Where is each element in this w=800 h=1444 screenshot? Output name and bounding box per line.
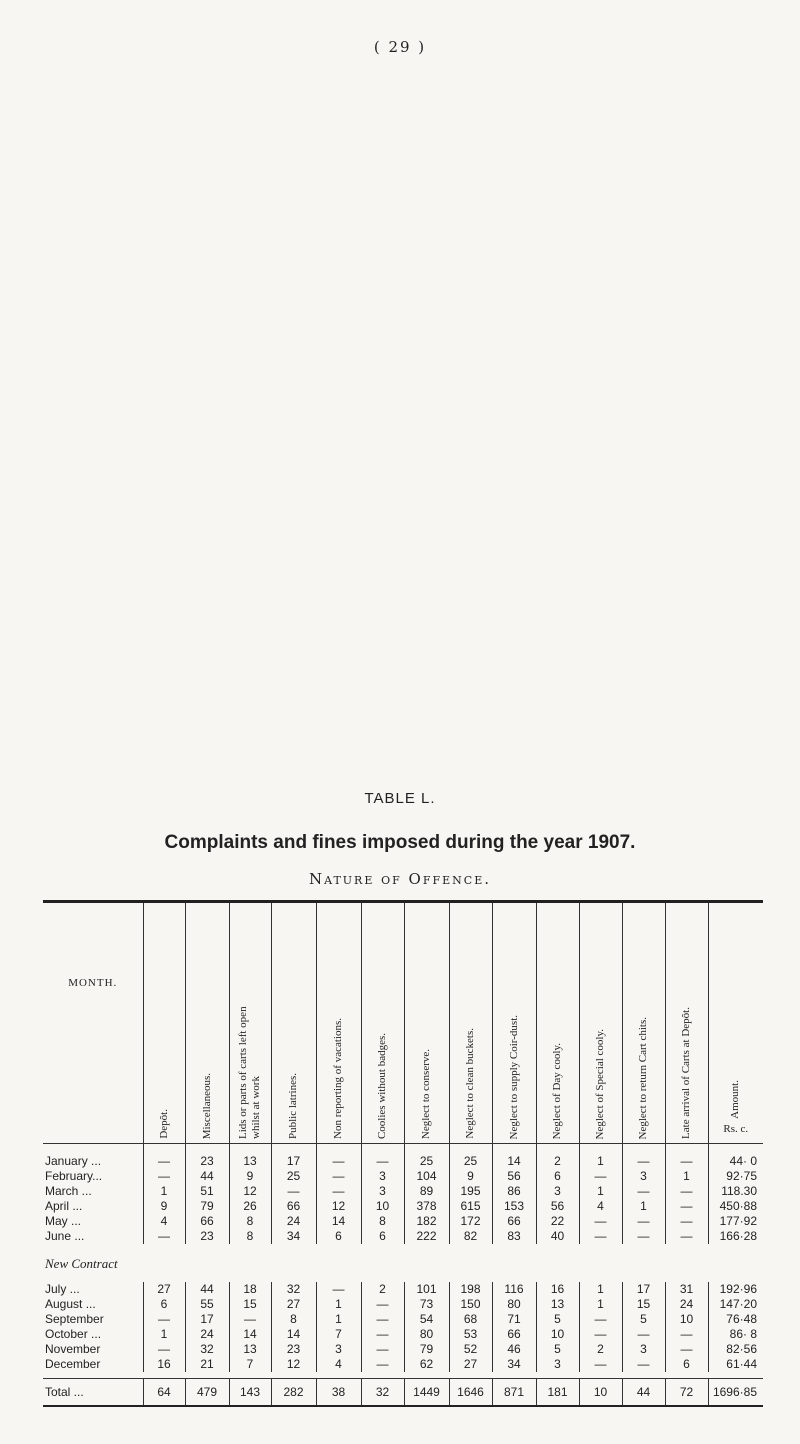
column-header-non-reporting: Non reporting of vacations.: [316, 902, 361, 1144]
section-row: [43, 1244, 763, 1282]
count-cell: 12: [229, 1184, 271, 1199]
count-cell: 6: [316, 1229, 361, 1244]
count-cell: —: [579, 1327, 622, 1342]
count-cell: 116: [492, 1282, 536, 1297]
count-cell: —: [316, 1282, 361, 1297]
count-cell: 150: [449, 1297, 492, 1312]
count-cell: 181: [536, 1379, 579, 1407]
fines-table: [43, 900, 763, 1407]
column-header-neglect-coir-dust: Neglect to supply Coir-dust.: [492, 902, 536, 1144]
table-row: [43, 1214, 763, 1229]
count-cell: —: [361, 1342, 404, 1357]
month-cell: April ...: [45, 1199, 83, 1213]
count-cell: 16: [536, 1282, 579, 1297]
month-cell: October ...: [45, 1327, 102, 1341]
count-cell: 17: [185, 1312, 229, 1327]
count-cell: 13: [536, 1297, 579, 1312]
count-cell: 143: [229, 1379, 271, 1407]
count-cell: 6: [665, 1357, 708, 1372]
month-cell: September: [45, 1312, 104, 1326]
count-cell: —: [229, 1312, 271, 1327]
amount-cell: 192·96: [708, 1282, 763, 1297]
count-cell: —: [622, 1357, 665, 1372]
amount-cell: 1696·85: [708, 1379, 763, 1407]
count-cell: 66: [271, 1199, 316, 1214]
count-cell: 2: [361, 1282, 404, 1297]
count-cell: 12: [271, 1357, 316, 1372]
count-cell: 80: [492, 1297, 536, 1312]
count-cell: 1: [579, 1282, 622, 1297]
count-cell: 24: [271, 1214, 316, 1229]
month-cell: Total ...: [43, 1379, 143, 1407]
month-cell: March ...: [45, 1184, 92, 1198]
table-title: Complaints and fines imposed during the year 1907.: [164, 832, 636, 853]
count-cell: 1: [316, 1312, 361, 1327]
count-cell: —: [143, 1229, 185, 1244]
count-cell: 52: [449, 1342, 492, 1357]
count-cell: —: [143, 1342, 185, 1357]
count-cell: 182: [404, 1214, 449, 1229]
table-row: [43, 1282, 763, 1297]
column-header-lids-open: Lids or parts of carts left open whilst at work: [229, 902, 271, 1144]
column-header-neglect-day-cooly: Neglect of Day cooly.: [536, 902, 579, 1144]
count-cell: 10: [361, 1199, 404, 1214]
count-cell: 54: [404, 1312, 449, 1327]
count-cell: 3: [536, 1184, 579, 1199]
count-cell: 3: [361, 1169, 404, 1184]
count-cell: 66: [492, 1214, 536, 1229]
count-cell: —: [665, 1184, 708, 1199]
count-cell: —: [143, 1144, 185, 1170]
count-cell: —: [665, 1327, 708, 1342]
count-cell: 40: [536, 1229, 579, 1244]
count-cell: 25: [271, 1169, 316, 1184]
count-cell: 8: [229, 1229, 271, 1244]
count-cell: 1: [579, 1184, 622, 1199]
count-cell: 27: [143, 1282, 185, 1297]
count-cell: 56: [492, 1169, 536, 1184]
amount-cell: 76·48: [708, 1312, 763, 1327]
column-header-coolies-without-badges: Coolies without badges.: [361, 902, 404, 1144]
count-cell: 16: [143, 1357, 185, 1372]
table-row: [43, 1357, 763, 1372]
count-cell: —: [622, 1327, 665, 1342]
count-cell: 101: [404, 1282, 449, 1297]
count-cell: —: [143, 1312, 185, 1327]
month-cell: February...: [45, 1169, 103, 1183]
count-cell: 4: [143, 1214, 185, 1229]
table-row: [43, 1327, 763, 1342]
count-cell: 24: [185, 1327, 229, 1342]
count-cell: 172: [449, 1214, 492, 1229]
count-cell: —: [579, 1214, 622, 1229]
count-cell: 15: [622, 1297, 665, 1312]
count-cell: —: [361, 1357, 404, 1372]
table-row: [43, 1184, 763, 1199]
count-cell: —: [361, 1327, 404, 1342]
count-cell: 153: [492, 1199, 536, 1214]
count-cell: —: [271, 1184, 316, 1199]
rows-old-contract: [43, 1144, 763, 1245]
count-cell: 32: [271, 1282, 316, 1297]
rows-new-contract: [43, 1282, 763, 1372]
count-cell: 53: [449, 1327, 492, 1342]
amount-cell: 44· 0: [708, 1144, 763, 1170]
count-cell: 62: [404, 1357, 449, 1372]
count-cell: 8: [229, 1214, 271, 1229]
count-cell: 3: [536, 1357, 579, 1372]
month-cell: June ...: [45, 1229, 85, 1243]
count-cell: 198: [449, 1282, 492, 1297]
month-cell: December: [45, 1357, 101, 1371]
count-cell: 9: [143, 1199, 185, 1214]
count-cell: 72: [665, 1379, 708, 1407]
total-row: [43, 1379, 763, 1407]
count-cell: 83: [492, 1229, 536, 1244]
count-cell: 14: [271, 1327, 316, 1342]
count-cell: —: [579, 1229, 622, 1244]
count-cell: 34: [492, 1357, 536, 1372]
count-cell: 79: [404, 1342, 449, 1357]
count-cell: 8: [361, 1214, 404, 1229]
count-cell: 64: [143, 1379, 185, 1407]
count-cell: 14: [316, 1214, 361, 1229]
count-cell: —: [316, 1169, 361, 1184]
month-cell: November: [45, 1342, 101, 1356]
count-cell: 15: [229, 1297, 271, 1312]
count-cell: 2: [579, 1342, 622, 1357]
count-cell: 89: [404, 1184, 449, 1199]
amount-unit: Rs. c.: [723, 1123, 749, 1135]
count-cell: 4: [316, 1357, 361, 1372]
count-cell: —: [622, 1144, 665, 1170]
count-cell: —: [143, 1169, 185, 1184]
count-cell: 12: [316, 1199, 361, 1214]
count-cell: —: [665, 1342, 708, 1357]
count-cell: 66: [185, 1214, 229, 1229]
count-cell: 5: [536, 1312, 579, 1327]
count-cell: 82: [449, 1229, 492, 1244]
count-cell: 6: [143, 1297, 185, 1312]
table-label: TABLE L.: [364, 790, 436, 807]
count-cell: 1646: [449, 1379, 492, 1407]
amount-cell: 86· 8: [708, 1327, 763, 1342]
count-cell: 5: [536, 1342, 579, 1357]
count-cell: 27: [449, 1357, 492, 1372]
section-label: New Contract: [45, 1255, 118, 1271]
count-cell: 871: [492, 1379, 536, 1407]
count-cell: 9: [449, 1169, 492, 1184]
count-cell: —: [579, 1357, 622, 1372]
count-cell: 17: [622, 1282, 665, 1297]
count-cell: 3: [622, 1169, 665, 1184]
column-header-late-arrival: Late arrival of Carts at Depôt.: [665, 902, 708, 1144]
amount-cell: 82·56: [708, 1342, 763, 1357]
count-cell: 32: [361, 1379, 404, 1407]
amount-cell: 450·88: [708, 1199, 763, 1214]
count-cell: 23: [185, 1229, 229, 1244]
column-header-miscellaneous: Miscellaneous.: [185, 902, 229, 1144]
count-cell: 79: [185, 1199, 229, 1214]
count-cell: —: [361, 1297, 404, 1312]
count-cell: —: [665, 1144, 708, 1170]
count-cell: 80: [404, 1327, 449, 1342]
count-cell: 282: [271, 1379, 316, 1407]
count-cell: 13: [229, 1144, 271, 1170]
count-cell: 2: [536, 1144, 579, 1170]
count-cell: —: [361, 1312, 404, 1327]
count-cell: 55: [185, 1297, 229, 1312]
count-cell: —: [665, 1214, 708, 1229]
count-cell: 615: [449, 1199, 492, 1214]
count-cell: 1449: [404, 1379, 449, 1407]
count-cell: —: [361, 1144, 404, 1170]
count-cell: 22: [536, 1214, 579, 1229]
count-cell: 3: [622, 1342, 665, 1357]
count-cell: 13: [229, 1342, 271, 1357]
count-cell: 7: [316, 1327, 361, 1342]
count-cell: 5: [622, 1312, 665, 1327]
amount-cell: 177·92: [708, 1214, 763, 1229]
count-cell: 25: [404, 1144, 449, 1170]
count-cell: 1: [622, 1199, 665, 1214]
count-cell: 1: [579, 1144, 622, 1170]
count-cell: 1: [143, 1184, 185, 1199]
column-header-neglect-clean-buckets: Neglect to clean buckets.: [449, 902, 492, 1144]
count-cell: 8: [271, 1312, 316, 1327]
count-cell: 18: [229, 1282, 271, 1297]
count-cell: 1: [143, 1327, 185, 1342]
month-cell: August ...: [45, 1297, 96, 1311]
count-cell: 378: [404, 1199, 449, 1214]
table-subtitle: Nature of Offence.: [308, 870, 491, 888]
count-cell: 479: [185, 1379, 229, 1407]
amount-cell: 118.30: [708, 1184, 763, 1199]
month-cell: July ...: [45, 1282, 80, 1296]
count-cell: 9: [229, 1169, 271, 1184]
count-cell: 66: [492, 1327, 536, 1342]
count-cell: 68: [449, 1312, 492, 1327]
amount-cell: 61·44: [708, 1357, 763, 1372]
count-cell: 195: [449, 1184, 492, 1199]
table-row: [43, 1169, 763, 1184]
count-cell: —: [622, 1184, 665, 1199]
count-cell: 56: [536, 1199, 579, 1214]
table-row: [43, 1312, 763, 1327]
count-cell: 10: [536, 1327, 579, 1342]
count-cell: 44: [185, 1282, 229, 1297]
count-cell: —: [579, 1312, 622, 1327]
amount-cell: 166·28: [708, 1229, 763, 1244]
count-cell: 73: [404, 1297, 449, 1312]
count-cell: 4: [579, 1199, 622, 1214]
table-row: [43, 1144, 763, 1170]
count-cell: 31: [665, 1282, 708, 1297]
count-cell: 17: [271, 1144, 316, 1170]
count-cell: 14: [229, 1327, 271, 1342]
count-cell: 21: [185, 1357, 229, 1372]
count-cell: 3: [316, 1342, 361, 1357]
count-cell: —: [622, 1229, 665, 1244]
count-cell: 24: [665, 1297, 708, 1312]
count-cell: 71: [492, 1312, 536, 1327]
count-cell: 46: [492, 1342, 536, 1357]
count-cell: —: [579, 1169, 622, 1184]
amount-cell: 92·75: [708, 1169, 763, 1184]
column-header-amount: Amount. Rs. c.: [708, 902, 763, 1144]
count-cell: 51: [185, 1184, 229, 1199]
page-number: ( 29 ): [373, 38, 427, 56]
column-header-neglect-special-cooly: Neglect of Special cooly.: [579, 902, 622, 1144]
column-header-public-latrines: Public latrines.: [271, 902, 316, 1144]
table-row: [43, 1199, 763, 1214]
count-cell: 6: [536, 1169, 579, 1184]
count-cell: 26: [229, 1199, 271, 1214]
count-cell: 23: [185, 1144, 229, 1170]
count-cell: 86: [492, 1184, 536, 1199]
count-cell: 6: [361, 1229, 404, 1244]
count-cell: 1: [665, 1169, 708, 1184]
column-header-neglect-cart-chits: Neglect to return Cart chits.: [622, 902, 665, 1144]
count-cell: 7: [229, 1357, 271, 1372]
count-cell: 38: [316, 1379, 361, 1407]
count-cell: —: [665, 1199, 708, 1214]
count-cell: 222: [404, 1229, 449, 1244]
count-cell: 3: [361, 1184, 404, 1199]
column-header-month: MONTH.: [43, 902, 143, 1144]
amount-cell: 147·20: [708, 1297, 763, 1312]
count-cell: 27: [271, 1297, 316, 1312]
count-cell: 104: [404, 1169, 449, 1184]
count-cell: 34: [271, 1229, 316, 1244]
count-cell: 32: [185, 1342, 229, 1357]
count-cell: —: [316, 1144, 361, 1170]
count-cell: 44: [622, 1379, 665, 1407]
count-cell: 14: [492, 1144, 536, 1170]
count-cell: 44: [185, 1169, 229, 1184]
count-cell: 1: [316, 1297, 361, 1312]
total-section: [43, 1379, 763, 1407]
count-cell: —: [665, 1229, 708, 1244]
count-cell: —: [316, 1184, 361, 1199]
month-cell: January ...: [45, 1154, 102, 1168]
count-cell: 23: [271, 1342, 316, 1357]
header-row: [43, 902, 763, 1144]
count-cell: 1: [579, 1297, 622, 1312]
table-row: [43, 1297, 763, 1312]
month-cell: May ...: [45, 1214, 82, 1228]
table-row: [43, 1342, 763, 1357]
column-header-depot: Depôt.: [143, 902, 185, 1144]
count-cell: 25: [449, 1144, 492, 1170]
count-cell: 10: [579, 1379, 622, 1407]
column-header-neglect-conserve: Neglect to conserve.: [404, 902, 449, 1144]
table-row: [43, 1229, 763, 1244]
count-cell: 10: [665, 1312, 708, 1327]
count-cell: —: [622, 1214, 665, 1229]
